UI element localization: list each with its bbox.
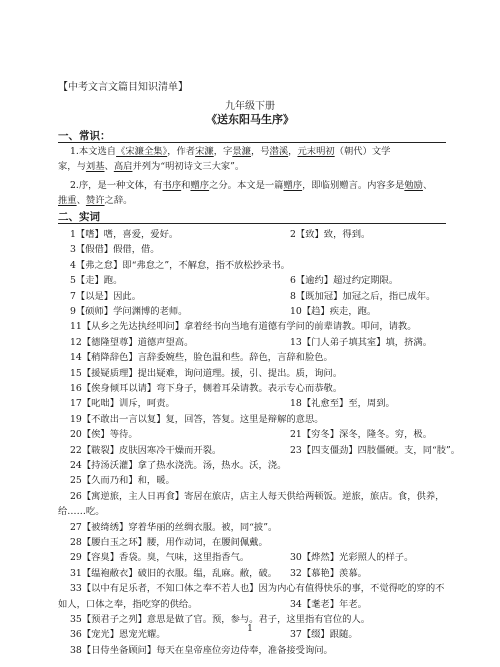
text: 1.本文选自 bbox=[70, 146, 117, 157]
vocab-line bbox=[70, 244, 470, 256]
vocab-entry: 10【趋】疾走，跑。 bbox=[290, 306, 377, 317]
vocab-entry: 28【腰白玉之环】腰，用作动词，在腰间佩戴。 bbox=[70, 537, 268, 548]
vocab-entry: 15【援疑质理】提出疑难，询问道理。援，引、提出。质，询问。 bbox=[70, 367, 343, 379]
vocab-entry: 21【穷冬】深冬，隆冬。穷，极。 bbox=[290, 429, 432, 441]
vocab-line bbox=[70, 475, 470, 487]
vocab-line bbox=[70, 429, 470, 441]
knowledge-line-1 bbox=[70, 146, 470, 158]
vocab-entry: 37【缀】跟随。 bbox=[290, 629, 358, 641]
vocab-line bbox=[58, 599, 458, 611]
vocab-line bbox=[70, 260, 470, 272]
vocab-entry: 2【致】致，得到。 bbox=[290, 229, 371, 240]
vocab-line bbox=[70, 306, 470, 318]
text: 和 bbox=[181, 180, 191, 191]
text: 家，与 bbox=[58, 161, 86, 172]
vocab-entry: 如人，口体之奉，指吃穿的供给。 bbox=[58, 598, 198, 610]
vocab-entry: 14【稍降辞色】言辞委婉些，脸色温和些。辞色，言辞和脸色。 bbox=[70, 352, 333, 364]
text: 、 bbox=[104, 161, 114, 172]
vocab-entry: 35【预君子之列】意思是做了官。预，参与。君子，这里指有官位的人。 bbox=[70, 614, 371, 625]
vocab-entry: 30【烨然】光彩照人的样子。 bbox=[290, 552, 414, 564]
vocab-line bbox=[70, 491, 470, 503]
vocab-line bbox=[70, 460, 470, 472]
text: ， bbox=[288, 146, 298, 157]
knowledge-line-2 bbox=[70, 180, 470, 192]
vocab-entry: 33【以中有足乐者，不知口体之奉不若人也】因为内心有值得快乐的事，不觉得吃的穿的不 bbox=[70, 583, 445, 595]
poet-answer: 刘基 bbox=[85, 161, 105, 172]
vocab-entry: 7【以是】因此。 bbox=[70, 290, 141, 302]
vocab-entry: 27【被绮绣】穿着华丽的丝绸衣服。被，同“披”。 bbox=[70, 521, 278, 533]
vocab-line bbox=[70, 414, 470, 426]
vocab-entry: 4【弗之怠】即“弗怠之”，不解怠，指不放松抄录书。 bbox=[70, 259, 290, 271]
vocab-line bbox=[58, 506, 458, 518]
vocab-line bbox=[70, 645, 470, 657]
text: 2.序，是一种文体，有 bbox=[70, 180, 163, 191]
section-divider bbox=[58, 223, 446, 224]
text: ，字 bbox=[213, 146, 233, 157]
text: ，即临别赠言。内容多是 bbox=[302, 180, 405, 191]
vocab-entry: 13【门人弟子填其室】填，挤满。 bbox=[290, 336, 432, 348]
poet-answer: 高启 bbox=[113, 161, 133, 172]
vocab-entry: 9【硕师】学问渊博的老师。 bbox=[70, 306, 188, 317]
vocab-line bbox=[70, 383, 470, 395]
text: ，作者 bbox=[167, 146, 196, 157]
knowledge-line-1-cont bbox=[58, 161, 458, 173]
genre-answer: 赠序 bbox=[283, 180, 303, 191]
vocab-entry: 5【走】跑。 bbox=[70, 275, 123, 287]
grade-label: 九年级下册 bbox=[225, 101, 275, 112]
courtesy-name-answer: 景濂 bbox=[232, 146, 251, 157]
page-number: 1 bbox=[247, 624, 253, 634]
content-answer: 推重 bbox=[58, 195, 77, 206]
dynasty-answer: 元末明初 bbox=[297, 146, 335, 157]
vocab-entry: 26【寓逆旅，主人日再食】寄居在旅店，店主人每天供给两顿饭。逆旅，旅店。食，供养， bbox=[70, 490, 445, 502]
essay-title: 《送东阳马生序》 bbox=[206, 113, 294, 126]
content-answer: 勉励 bbox=[404, 180, 423, 191]
vocab-line bbox=[70, 537, 470, 549]
author-answer: 宋濂 bbox=[195, 146, 214, 157]
vocab-entry: 11【从乡之先达执经叩问】拿着经书向当地有道德有学问的前辈请教。叩问，请教。 bbox=[70, 321, 417, 333]
document-header: 【中考文言文篇目知识清单】 bbox=[58, 82, 188, 93]
vocab-entry: 36【宠光】恩宠光耀。 bbox=[70, 629, 166, 641]
vocab-line bbox=[70, 445, 470, 457]
text: 、 bbox=[422, 180, 433, 191]
vocab-entry: 25【久而乃和】和，暖。 bbox=[70, 475, 175, 487]
vocab-entry: 31【缊袍敝衣】破旧的衣服。缊，乱麻。敝，破。 bbox=[70, 567, 278, 579]
vocab-line bbox=[70, 368, 470, 380]
vocab-line bbox=[70, 398, 470, 410]
vocab-entry: 18【礼愈至】至，周到。 bbox=[290, 398, 395, 410]
vocab-entry: 34【耄老】年老。 bbox=[290, 598, 367, 610]
vocab-entry: 19【不敢出一言以复】复，回答，答复。这里是辩解的意思。 bbox=[70, 413, 324, 425]
genre-answer: 书序 bbox=[162, 180, 182, 191]
section-divider bbox=[58, 142, 446, 143]
genre-answer: 赠序 bbox=[190, 180, 210, 191]
section-heading-knowledge: 一、常识： bbox=[58, 130, 111, 142]
vocab-entry: 12【德隆望尊】道德声望高。 bbox=[70, 336, 194, 348]
text: 并列为“明初诗文三大家”。 bbox=[132, 161, 245, 172]
vocab-entry: 32【慕艳】羡慕。 bbox=[290, 567, 367, 579]
vocab-line bbox=[70, 337, 470, 349]
pseudonym-answer: 潜溪 bbox=[269, 146, 289, 157]
vocab-entry: 20【俟】等待。 bbox=[70, 429, 138, 441]
vocab-entry: 38【日侍坐备顾问】每天在皇帝座位旁边侍奉，准备接受询问。 bbox=[70, 644, 333, 656]
vocab-line bbox=[70, 229, 470, 241]
vocab-entry: 1【嗜】嗜，喜爱，爱好。 bbox=[70, 229, 179, 240]
vocab-entry: 23【四支僵劲】四肢僵硬。支，同“肢”。 bbox=[290, 444, 461, 456]
vocab-entry: 3【假借】假借，借。 bbox=[70, 244, 160, 256]
vocab-entry: 8【既加冠】加冠之后，指已成年。 bbox=[290, 290, 436, 302]
vocab-entry: 29【容臭】香袋。臭，气味，这里指香气。 bbox=[70, 552, 250, 564]
vocab-entry: 22【皲裂】皮肤因寒冷干燥而开裂。 bbox=[70, 444, 222, 456]
text: （朝代）文学 bbox=[334, 146, 391, 157]
content-answer: 赞许 bbox=[85, 195, 105, 206]
vocab-line bbox=[70, 568, 470, 580]
vocab-line bbox=[70, 522, 470, 534]
vocab-line bbox=[70, 552, 470, 564]
vocab-line bbox=[70, 291, 470, 303]
knowledge-line-2-cont bbox=[58, 195, 458, 207]
text: 、 bbox=[76, 195, 86, 206]
section-heading-vocabulary: 二、实词 bbox=[58, 211, 100, 223]
vocab-entry: 16【俟身倾耳以请】弯下身子，侧着耳朵请教。表示专心而恭敬。 bbox=[70, 383, 343, 394]
vocab-entry: 24【持汤沃灌】拿了热水浇洗。汤，热水。沃，浇。 bbox=[70, 460, 287, 471]
vocab-line bbox=[70, 352, 470, 364]
text: ，号 bbox=[250, 146, 270, 157]
vocab-entry: 17【叱咄】训斥，呵责。 bbox=[70, 398, 175, 410]
text: 之分。本文是一篇 bbox=[209, 180, 284, 191]
vocab-line bbox=[70, 583, 470, 595]
vocab-line bbox=[70, 321, 470, 333]
vocab-line bbox=[70, 275, 470, 287]
source-answer: 《宋濂全集》 bbox=[116, 146, 168, 157]
vocab-entry: 给……吃。 bbox=[58, 506, 105, 518]
vocab-entry: 6【逾约】超过约定期限。 bbox=[290, 275, 399, 287]
text: 之辞。 bbox=[104, 195, 133, 206]
